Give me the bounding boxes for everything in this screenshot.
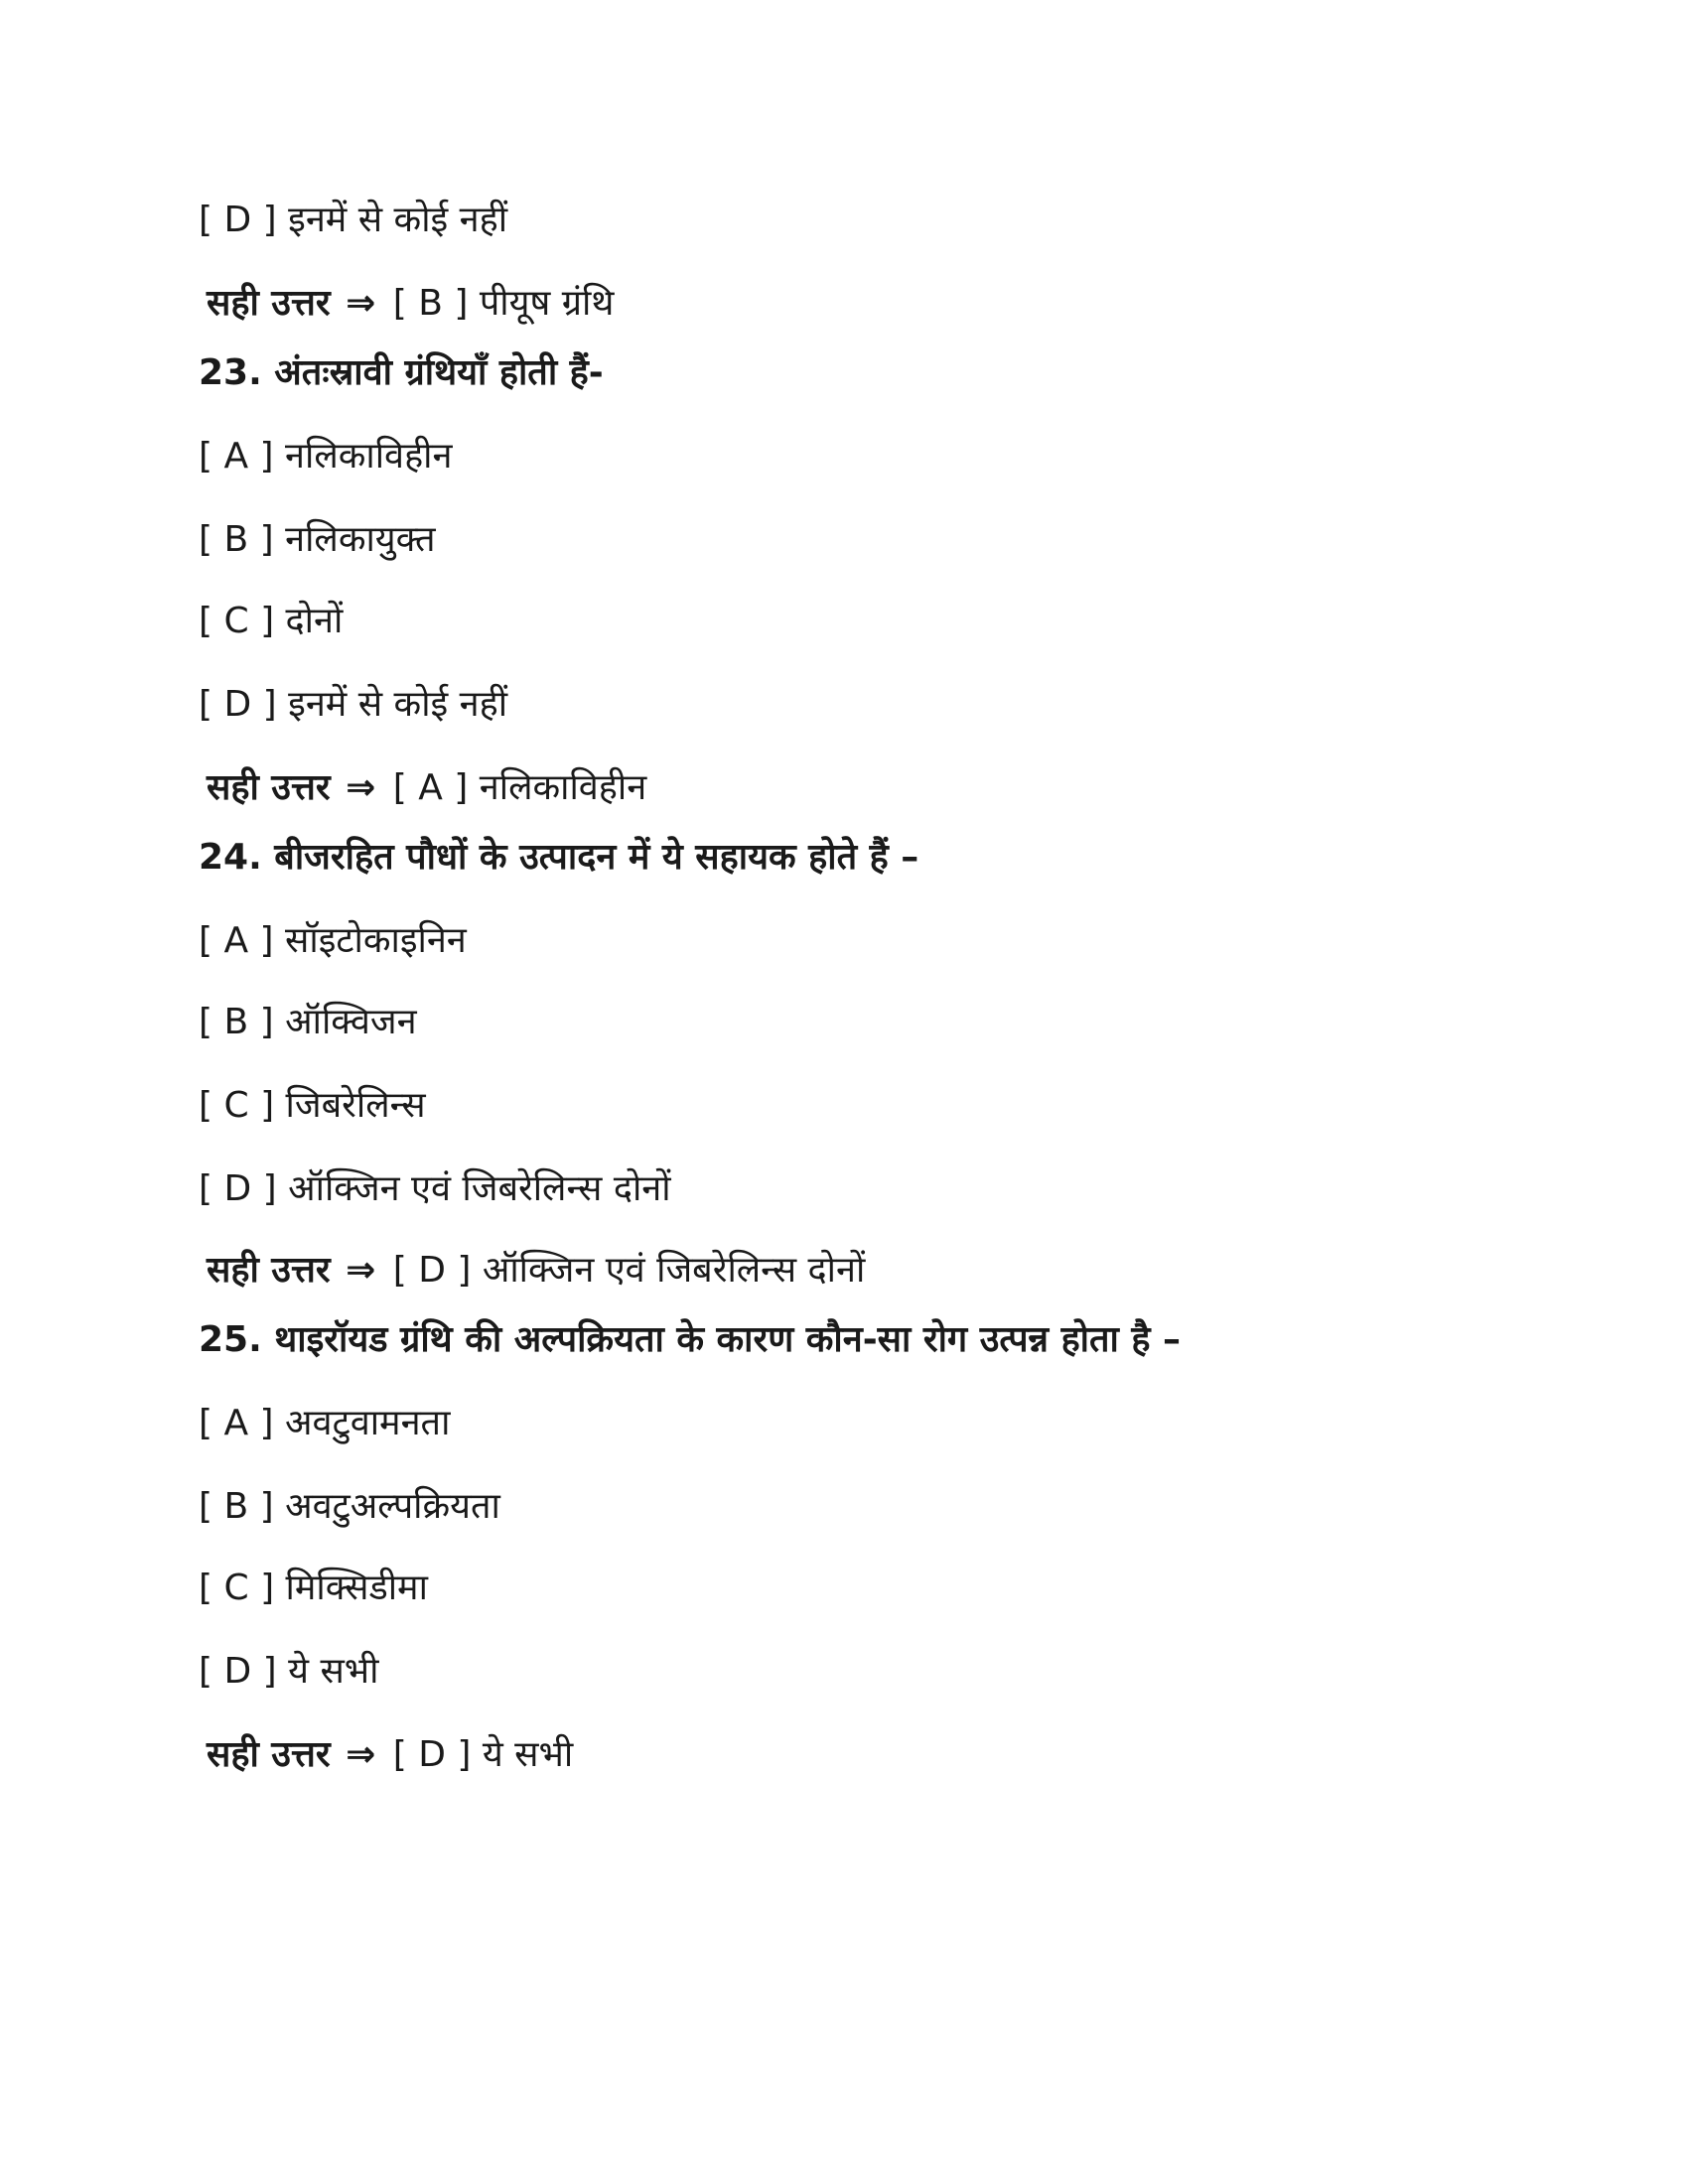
q23-option-d: [ D ] इनमें से कोई नहीं <box>199 684 508 725</box>
q24-option-a: [ A ] सॉइटोकाइनिन <box>199 920 467 961</box>
q25-answer-line <box>207 1731 573 1779</box>
q24-option-d: [ D ] ऑक्जिन एवं जिबरेलिन्स दोनों <box>199 1168 671 1209</box>
q23-answer-line <box>207 764 646 812</box>
q24-option-c: [ C ] जिबरेलिन्स <box>199 1085 426 1126</box>
answer-label: सही उत्तर <box>207 1250 331 1291</box>
arrow-icon: ⇒ <box>346 283 376 324</box>
q25-option-a: [ A ] अवटुवामनता <box>199 1403 451 1443</box>
arrow-icon: ⇒ <box>346 767 376 808</box>
q25-question: 25. थाइरॉयड ग्रंथि की अल्पक्रियता के कारण कौन-सा रोग उत्पन्न होता है – <box>199 1319 1182 1360</box>
q23-answer-value: [ A ] नलिकाविहीन <box>392 767 647 808</box>
q22-answer-line <box>207 280 614 328</box>
arrow-icon: ⇒ <box>346 1734 376 1775</box>
q23-option-a: [ A ] नलिकाविहीन <box>199 436 453 477</box>
q23-option-c: [ C ] दोनों <box>199 601 344 641</box>
q24-answer-line <box>207 1247 865 1295</box>
answer-label: सही उत्तर <box>207 283 331 324</box>
q24-option-b: [ B ] ऑक्विजन <box>199 1002 417 1042</box>
answer-label: सही उत्तर <box>207 767 331 808</box>
q24-answer-value: [ D ] ऑक्जिन एवं जिबरेलिन्स दोनों <box>392 1250 866 1291</box>
q25-option-c: [ C ] मिक्सिडीमा <box>199 1568 428 1608</box>
q22-option-d: [ D ] इनमें से कोई नहीं <box>199 200 508 240</box>
q25-option-b: [ B ] अवटुअल्पक्रियता <box>199 1486 500 1527</box>
q25-option-d: [ D ] ये सभी <box>199 1651 379 1692</box>
q22-answer-value: [ B ] पीयूष ग्रंथि <box>392 283 615 324</box>
arrow-icon: ⇒ <box>346 1250 376 1291</box>
q24-question: 24. बीजरहित पौधों के उत्पादन में ये सहायक होते हैं – <box>199 837 919 878</box>
q25-answer-value: [ D ] ये सभी <box>392 1734 574 1775</box>
answer-label: सही उत्तर <box>207 1734 331 1775</box>
q23-option-b: [ B ] नलिकायुक्त <box>199 519 436 560</box>
q23-question: 23. अंतःस्रावी ग्रंथियाँ होती हैं- <box>199 352 604 393</box>
